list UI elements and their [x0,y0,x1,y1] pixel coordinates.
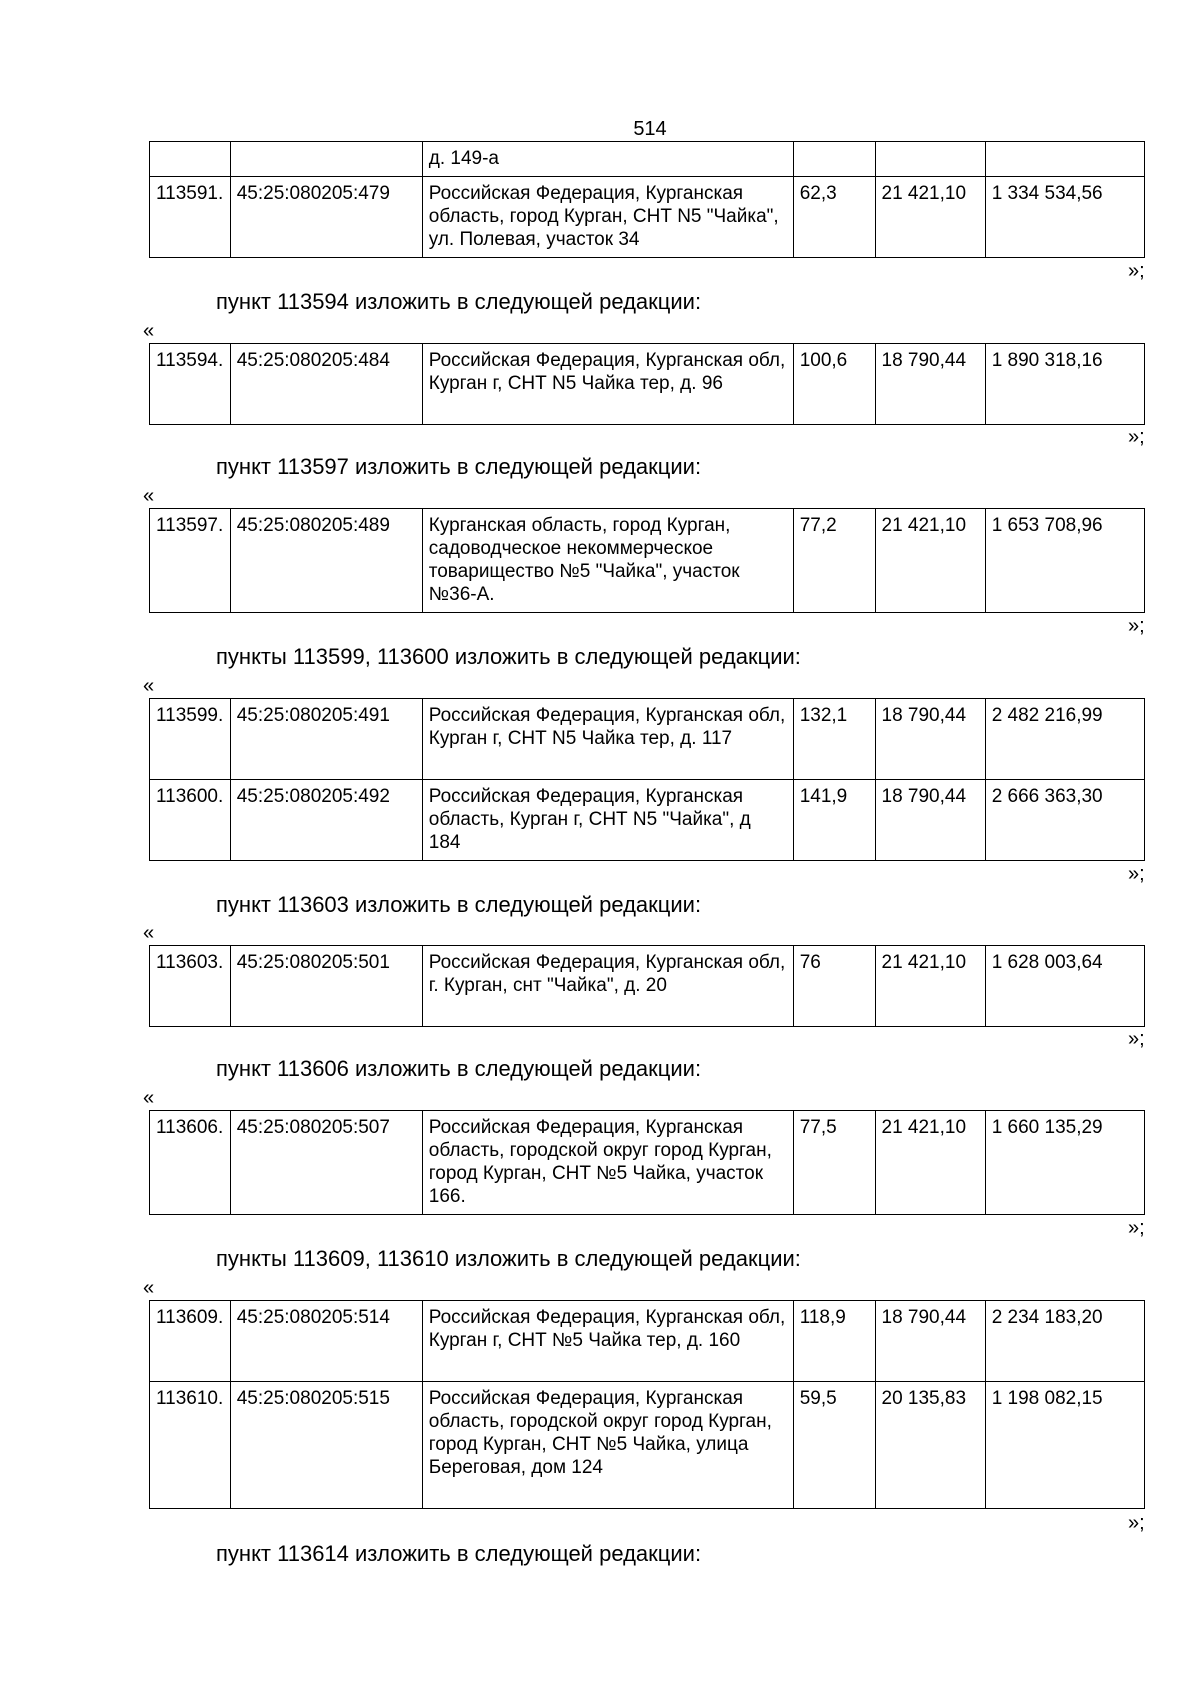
area-cell: 59,5 [793,1382,875,1509]
cadastral-number-cell: 45:25:080205:507 [230,1111,422,1215]
section-intro: пункты 113609, 113610 изложить в следующей редакции: [216,1246,801,1271]
table-113591 [149,141,1145,258]
area-cell: 141,9 [793,780,875,861]
value-cell: 2 666 363,30 [985,780,1144,861]
value-cell: 1 653 708,96 [985,509,1144,613]
address-cell: Российская Федерация, Курганская обл, Курган г, СНТ №5 Чайка тер, д. 160 [422,1301,793,1382]
section-intro: пункт 113614 изложить в следующей редакции: [216,1541,702,1566]
closing-quote: »; [1128,260,1145,282]
cadastral-number-cell: 45:25:080205:484 [230,344,422,425]
item-number-cell: 113610. [150,1382,231,1509]
table-row [150,509,1145,613]
cadastral-number-cell: 45:25:080205:492 [230,780,422,861]
item-number-cell: 113597. [150,509,231,613]
table-row [150,1301,1145,1382]
opening-quote: « [143,320,155,342]
item-number-cell: 113594. [150,344,231,425]
table-row [150,946,1145,1027]
cadastral-number-cell: 45:25:080205:515 [230,1382,422,1509]
item-number-cell: 113599. [150,699,231,780]
table-row [150,1382,1145,1509]
area-cell: 100,6 [793,344,875,425]
value-cell: 1 198 082,15 [985,1382,1144,1509]
address-cell: Российская Федерация, Курганская область, город Курган, СНТ N5 "Чайка", ул. Полевая, участок 34 [422,177,793,258]
table-row [150,699,1145,780]
value-cell: 1 890 318,16 [985,344,1144,425]
table-113599-113600 [149,698,1145,861]
cadastral-number-cell: 45:25:080205:491 [230,699,422,780]
cadastral-number-cell: 45:25:080205:501 [230,946,422,1027]
area-cell: 76 [793,946,875,1027]
opening-quote: « [143,1087,155,1109]
address-cell: Российская Федерация, Курганская область, Курган г, СНТ N5 "Чайка", д 184 [422,780,793,861]
table-113597 [149,508,1145,613]
value-cell: 1 660 135,29 [985,1111,1144,1215]
price-cell: 21 421,10 [875,509,985,613]
page-number: 514 [633,118,667,140]
table-row [150,177,1145,258]
closing-quote: »; [1128,1217,1145,1239]
price-cell: 18 790,44 [875,699,985,780]
area-cell: 132,1 [793,699,875,780]
item-number-cell: 113591. [150,177,231,258]
table-row [150,344,1145,425]
price-cell: 21 421,10 [875,946,985,1027]
closing-quote: »; [1128,426,1145,448]
address-cell: Российская Федерация, Курганская область, городской округ город Курган, город Курган, СНТ №5 Чайка, участок 166. [422,1111,793,1215]
value-cell: 2 234 183,20 [985,1301,1144,1382]
cadastral-number-cell: 45:25:080205:514 [230,1301,422,1382]
cadastral-number-cell: 45:25:080205:489 [230,509,422,613]
closing-quote: »; [1128,615,1145,637]
address-cell: д. 149-а [422,142,793,177]
closing-quote: »; [1128,1028,1145,1050]
price-cell: 21 421,10 [875,1111,985,1215]
opening-quote: « [143,922,155,944]
section-intro: пункт 113594 изложить в следующей редакции: [216,289,702,314]
value-cell: 1 334 534,56 [985,177,1144,258]
area-cell: 62,3 [793,177,875,258]
table-113594 [149,343,1145,425]
item-number-cell: 113600. [150,780,231,861]
address-cell: Курганская область, город Курган, садоводческое некоммерческое товарищество №5 "Чайка", участок №36-А. [422,509,793,613]
cadastral-number-cell: 45:25:080205:479 [230,177,422,258]
address-cell: Российская Федерация, Курганская область, городской округ город Курган, город Курган, СНТ №5 Чайка, улица Береговая, дом 124 [422,1382,793,1509]
opening-quote: « [143,485,155,507]
section-intro: пункт 113606 изложить в следующей редакции: [216,1056,702,1081]
item-number-cell: 113609. [150,1301,231,1382]
area-cell: 118,9 [793,1301,875,1382]
opening-quote: « [143,675,155,697]
table-113603 [149,945,1145,1027]
area-cell: 77,2 [793,509,875,613]
item-number-cell: 113606. [150,1111,231,1215]
table-113609-113610 [149,1300,1145,1509]
table-113606 [149,1110,1145,1215]
value-cell: 1 628 003,64 [985,946,1144,1027]
section-intro: пункт 113603 изложить в следующей редакции: [216,892,702,917]
table-row [150,780,1145,861]
price-cell: 20 135,83 [875,1382,985,1509]
price-cell: 18 790,44 [875,1301,985,1382]
address-cell: Российская Федерация, Курганская обл, Курган г, СНТ N5 Чайка тер, д. 96 [422,344,793,425]
section-intro: пункты 113599, 113600 изложить в следующей редакции: [216,644,801,669]
table-row [150,1111,1145,1215]
area-cell: 77,5 [793,1111,875,1215]
section-intro: пункт 113597 изложить в следующей редакции: [216,454,702,479]
address-cell: Российская Федерация, Курганская обл, г. Курган, снт "Чайка", д. 20 [422,946,793,1027]
closing-quote: »; [1128,1512,1145,1534]
table-row [150,142,1145,177]
opening-quote: « [143,1277,155,1299]
address-cell: Российская Федерация, Курганская обл, Курган г, СНТ N5 Чайка тер, д. 117 [422,699,793,780]
price-cell: 21 421,10 [875,177,985,258]
price-cell: 18 790,44 [875,780,985,861]
item-number-cell: 113603. [150,946,231,1027]
value-cell: 2 482 216,99 [985,699,1144,780]
price-cell: 18 790,44 [875,344,985,425]
closing-quote: »; [1128,863,1145,885]
